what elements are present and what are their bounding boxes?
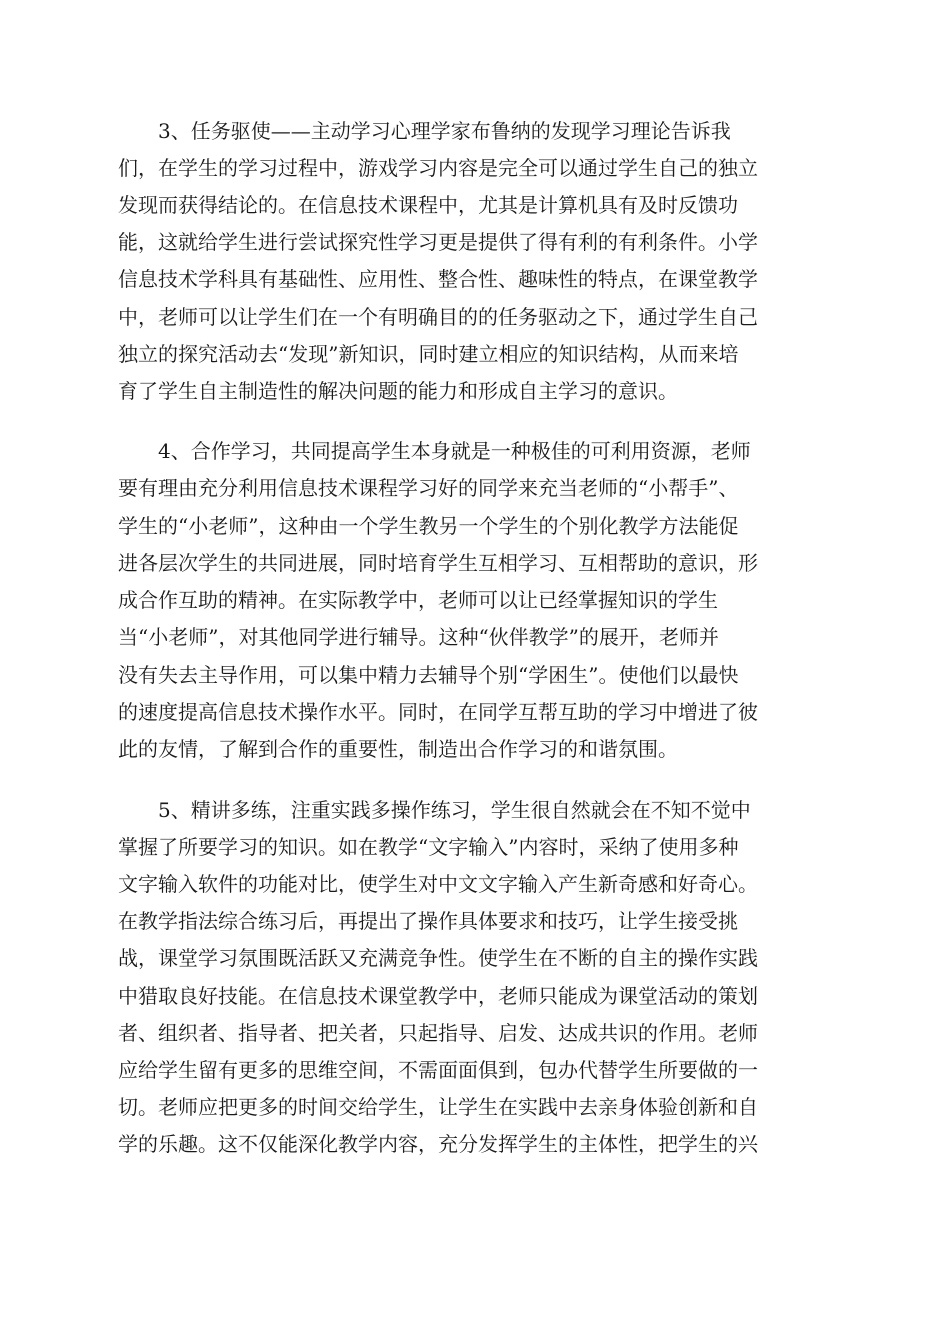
paragraph-line: 此的友情，了解到合作的重要性，制造出合作学习的和谐氛围。 xyxy=(118,737,678,761)
paragraph-line: 发现而获得结论的。在信息技术课程中，尤其是计算机具有及时反馈功 xyxy=(118,193,738,217)
paragraph-line: 5、精讲多练，注重实践多操作练习，学生很自然就会在不知不觉中 xyxy=(158,798,751,822)
paragraph-line: 进各层次学生的共同进展，同时培育学生互相学习、互相帮助的意识，形 xyxy=(118,551,758,575)
paragraph-line: 学的乐趣。这不仅能深化教学内容，充分发挥学生的主体性，把学生的兴 xyxy=(118,1132,758,1156)
paragraph-line: 独立的探究活动去“发现”新知识，同时建立相应的知识结构，从而来培 xyxy=(118,342,739,366)
paragraph-line: 学生的“小老师”，这种由一个学生教另一个学生的个别化教学方法能促 xyxy=(118,514,739,538)
paragraph-line: 应给学生留有更多的思维空间，不需面面俱到，包办代替学生所要做的一 xyxy=(118,1058,758,1082)
paragraph-line: 成合作互助的精神。在实际教学中，老师可以让已经掌握知识的学生 xyxy=(118,588,718,612)
paragraph-line: 3、任务驱使——主动学习心理学家布鲁纳的发现学习理论告诉我 xyxy=(158,119,731,143)
paragraph-line: 切。老师应把更多的时间交给学生，让学生在实践中去亲身体验创新和自 xyxy=(118,1095,758,1119)
paragraph-line: 中，老师可以让学生们在一个有明确目的的任务驱动之下，通过学生自己 xyxy=(118,305,758,329)
paragraph-line: 育了学生自主制造性的解决问题的能力和形成自主学习的意识。 xyxy=(118,379,678,403)
paragraph-line: 没有失去主导作用，可以集中精力去辅导个别“学困生”。使他们以最快 xyxy=(118,663,739,687)
paragraph-line: 们，在学生的学习过程中，游戏学习内容是完全可以通过学生自己的独立 xyxy=(118,156,758,180)
paragraph-line: 当“小老师”，对其他同学进行辅导。这种“伙伴教学”的展开，老师并 xyxy=(118,625,719,649)
paragraph-line: 要有理由充分利用信息技术课程学习好的同学来充当老师的“小帮手”、 xyxy=(118,476,739,500)
paragraph-line: 能，这就给学生进行尝试探究性学习更是提供了得有利的有利条件。小学 xyxy=(118,230,758,254)
paragraph-line: 者、组织者、指导者、把关者，只起指导、启发、达成共识的作用。老师 xyxy=(118,1021,758,1045)
paragraph-line: 的速度提高信息技术操作水平。同时，在同学互帮互助的学习中增进了彼 xyxy=(118,700,758,724)
paragraph-line: 4、合作学习，共同提高学生本身就是一种极佳的可利用资源，老师 xyxy=(158,439,751,463)
paragraph-line: 信息技术学科具有基础性、应用性、整合性、趣味性的特点，在课堂教学 xyxy=(118,267,758,291)
paragraph-line: 在教学指法综合练习后，再提出了操作具体要求和技巧，让学生接受挑 xyxy=(118,909,738,933)
paragraph-line: 中猎取良好技能。在信息技术课堂教学中，老师只能成为课堂活动的策划 xyxy=(118,984,758,1008)
paragraph-line: 掌握了所要学习的知识。如在教学“文字输入”内容时，采纳了使用多种 xyxy=(118,835,739,859)
paragraph-line: 文字输入软件的功能对比，使学生对中文文字输入产生新奇感和好奇心。 xyxy=(118,872,758,896)
paragraph-line: 战，课堂学习氛围既活跃又充满竞争性。使学生在不断的自主的操作实践 xyxy=(118,946,758,970)
